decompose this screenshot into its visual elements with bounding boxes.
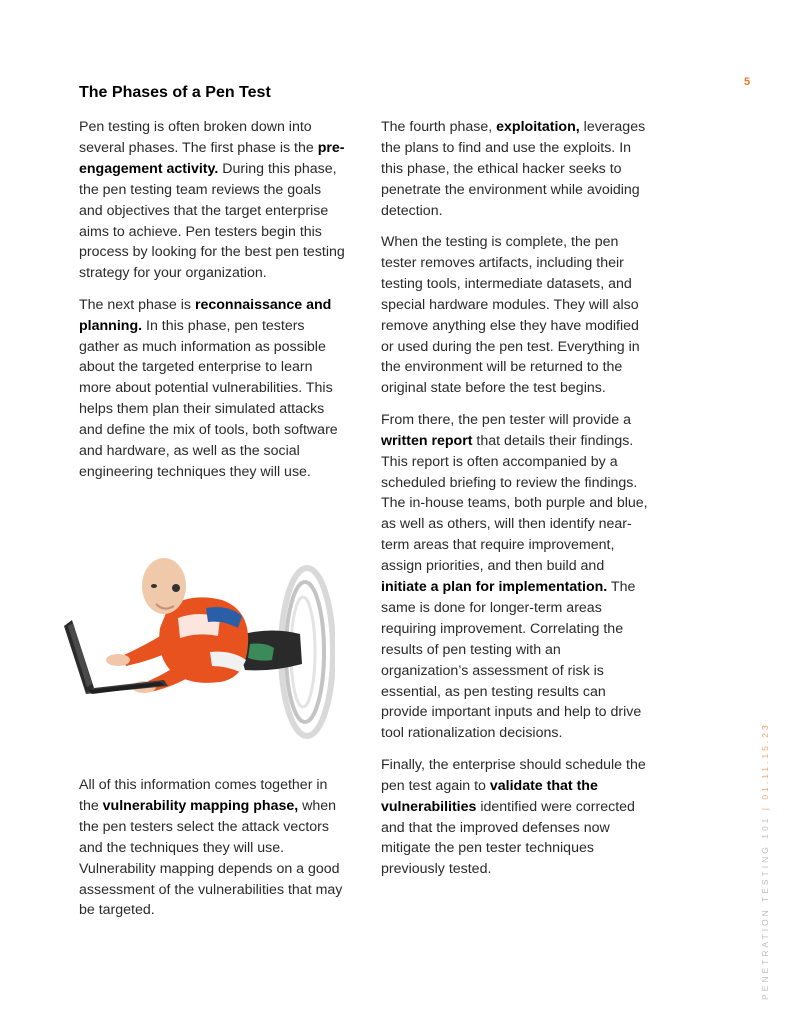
left-column-bottom — [79, 775, 347, 932]
hacker-at-laptop-through-portal-illustration — [60, 548, 335, 748]
term-validate-vulnerabilities: validate that the vulnerabilities — [381, 777, 598, 815]
paragraph-exploitation: The fourth phase, exploitation, leverages the plans to find and use the exploits. In this phase, the ethical hacker seeks to penetrate the environment while avoiding detection. — [381, 119, 646, 219]
section-heading: The Phases of a Pen Test — [79, 84, 271, 101]
paragraph-retest: Finally, the enterprise should schedule the pen test again to validate that the vulnerabilities identified were corrected and that the improved defenses now mitigate the pen tester techniques previously tested. — [381, 756, 646, 878]
paragraph-written-report: From there, the pen tester will provide a written report that details their findings. This report is often accompanied by a scheduled briefing to review the findings. The in-house teams, both purple and blue, as well as others, will then identify near-term areas that require improvement, assign priorities, and then build and initiate a plan for implementation. The same is done for longer-term areas requiring improvement. Correlating the results of pen testing with an organization’s assessment of risk is essential, as pen testing results can provide important inputs and help to drive tool rationalization decisions. — [381, 411, 648, 742]
paragraph-cleanup: When the testing is complete, the pen tester removes artifacts, including their testing tools, intermediate datasets, and special hardware modules. They will also remove anything else they have modified or used during the pen test. Everything in the environment will be returned to the original state before the test begins. — [381, 234, 640, 397]
term-pre-engagement: pre-engagement activity. — [79, 139, 345, 177]
right-column — [381, 117, 649, 891]
page-number: 5 — [744, 76, 751, 88]
left-column-top — [79, 117, 347, 493]
paragraph-vulnerability-mapping: All of this information comes together in the vulnerability mapping phase, when the pen testers select the attack vectors and the techniques they will use. Vulnerability mapping depends on a good assessment of the vulnerabilities that may be targeted. — [79, 777, 343, 919]
term-vulnerability-mapping: vulnerability mapping phase, — [102, 797, 299, 814]
term-exploitation: exploitation, — [496, 119, 580, 135]
paragraph-reconnaissance: The next phase is reconnaissance and planning. In this phase, pen testers gather as much information as possible about the targeted enterprise to learn more about potential vulnerabilities. This helps them plan their simulated attacks and define the mix of tools, both software and hardware, as well as the social engineering techniques they will use. — [79, 296, 338, 480]
term-reconnaissance: reconnaissance and planning. — [79, 296, 332, 334]
term-written-report: written report — [381, 432, 473, 449]
term-implementation-plan: initiate a plan for implementation. — [381, 579, 608, 596]
paragraph-pre-engagement: Pen testing is often broken down into several phases. The first phase is the pre-engagement activity. During this phase, the pen testing team reviews the goals and objectives that the target enterprise aims to achieve. Pen testers begin this process by looking for the best pen testing strategy for your organization. — [79, 119, 345, 282]
side-caption: PENETRATION TESTING 101 | 01.11.15.23 — [760, 722, 770, 1000]
